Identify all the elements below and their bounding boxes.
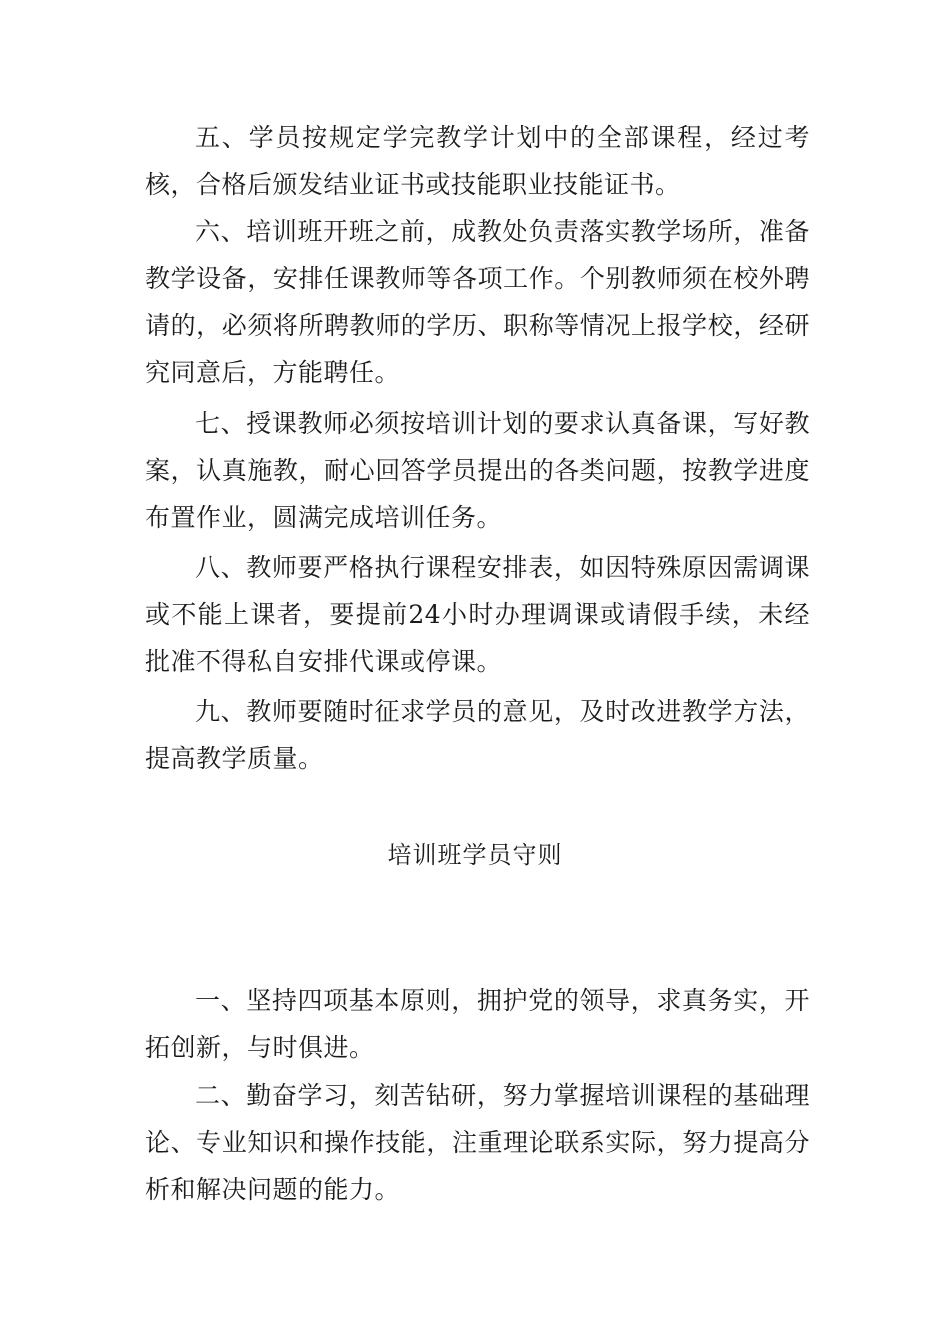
clause-7-paragraph: 七、授课教师必须按培训计划的要求认真备课，写好教案，认真施教，耐心回答学员提出的各类问题，按教学进度布置作业，圆满完成培训任务。 xyxy=(145,409,810,532)
clause-9-paragraph: 九、教师要随时征求学员的意见，及时改进教学方法，提高教学质量。 xyxy=(145,697,810,773)
section-title: 培训班学员守则 xyxy=(387,841,563,869)
rule-1-paragraph: 一、坚持四项基本原则，拥护党的领导，求真务实，开拓创新，与时俱进。 xyxy=(145,986,810,1062)
rule-2-paragraph: 二、勤奋学习，刻苦钻研，努力掌握培训课程的基础理论、专业知识和操作技能，注重理论联系实际，努力提高分析和解决问题的能力。 xyxy=(145,1081,810,1204)
clause-6-paragraph: 六、培训班开班之前，成教处负责落实教学场所，准备教学设备，安排任课教师等各项工作。个别教师须在校外聘请的，必须将所聘教师的学历、职称等情况上报学校，经研究同意后，方能聘任。 xyxy=(145,217,810,387)
clause-5-paragraph: 五、学员按规定学完教学计划中的全部课程，经过考核，合格后颁发结业证书或技能职业技能证书。 xyxy=(145,123,810,199)
clause-8-paragraph: 八、教师要严格执行课程安排表，如因特殊原因需调课或不能上课者，要提前24小时办理调课或请假手续，未经批准不得私自安排代课或停课。 xyxy=(145,553,810,676)
